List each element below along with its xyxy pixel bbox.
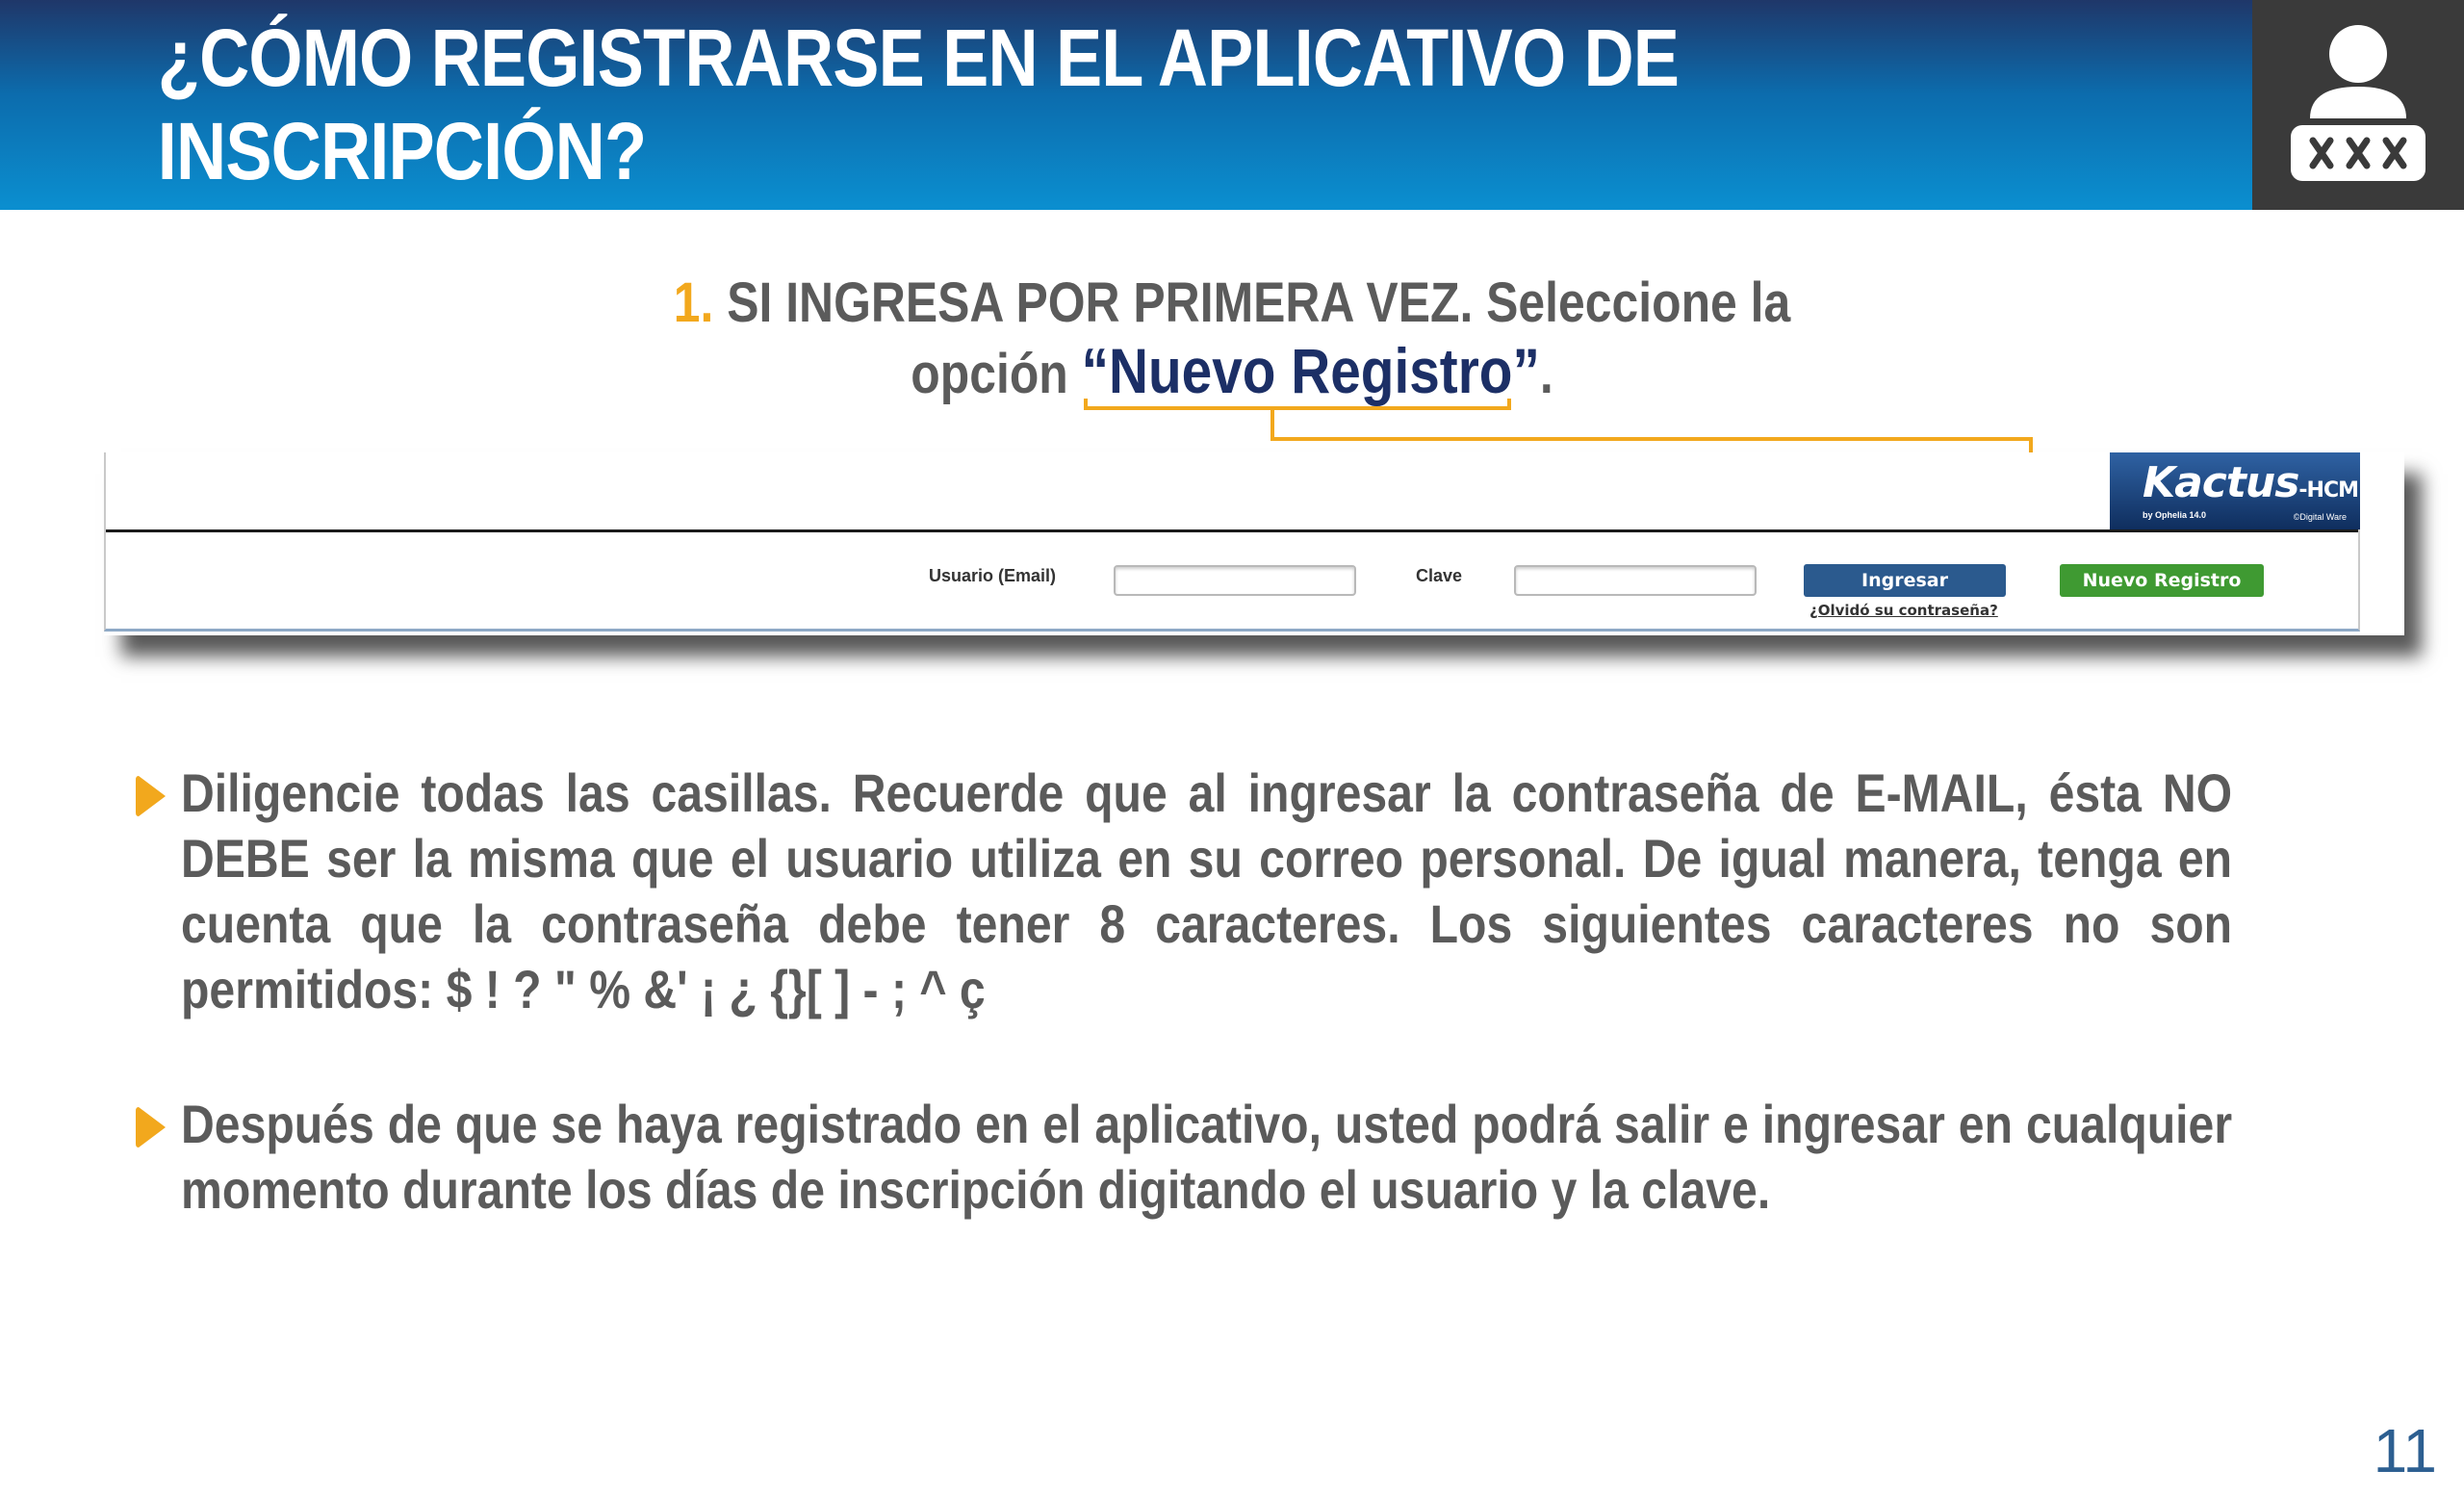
bullet-text: Después de que se haya registrado en el aplicativo, usted podrá salir e ingresar en cualquier momento durante los días de inscripción digitando el usuario y la clave. (181, 1094, 2233, 1220)
logo-name: Kactus (2143, 458, 2299, 507)
step-text-line1: SI INGRESA POR PRIMERA VEZ. Seleccione la (727, 271, 1791, 334)
login-strip (104, 452, 2360, 632)
page-number: 11 (2373, 1416, 2437, 1485)
login-button[interactable]: Ingresar (1804, 564, 2006, 597)
bullet-item (135, 761, 2233, 1022)
password-label: Clave (1416, 566, 1463, 585)
bullet-text: Diligencie todas las casillas. Recuerde que al ingresar la contraseña de E-MAIL, ésta NO DEBE ser la misma que el usuario utiliza en su correo personal. De igual manera, tenga en cuenta que la contraseña debe tener 8 caracteres. Los siguientes caracteres no son permitidos: $ ! ? " % &' ¡ ¿ {}[ ] - ; ^ ç (181, 762, 2233, 1019)
new-register-button[interactable]: Nuevo Registro (2060, 564, 2264, 597)
logo-by: by Ophelia 14.0 (2143, 510, 2207, 520)
logo-suffix: -HCM (2298, 478, 2359, 503)
user-email-input[interactable] (1114, 565, 1356, 596)
forgot-password-link[interactable]: ¿Olvidó su contraseña? (1810, 602, 1998, 619)
page-title: ¿CÓMO REGISTRARSE EN EL APLICATIVO DE INSCRIPCIÓN? (157, 13, 1680, 196)
strip-divider (106, 529, 2358, 532)
password-input[interactable] (1514, 565, 1757, 596)
bullet-arrow-icon (135, 774, 169, 818)
step-number: 1. (673, 271, 714, 334)
logo-company: ©Digital Ware (2293, 512, 2347, 522)
kactus-logo (2110, 452, 2360, 529)
bullet-item (135, 1092, 2233, 1223)
user-email-label: Usuario (Email) (929, 566, 1057, 585)
step-highlight: “Nuevo Registro” (1081, 335, 1540, 406)
bullet-arrow-icon (135, 1105, 169, 1149)
step-text-suffix: . (1539, 343, 1553, 405)
step-text-prefix: opción (911, 343, 1068, 405)
